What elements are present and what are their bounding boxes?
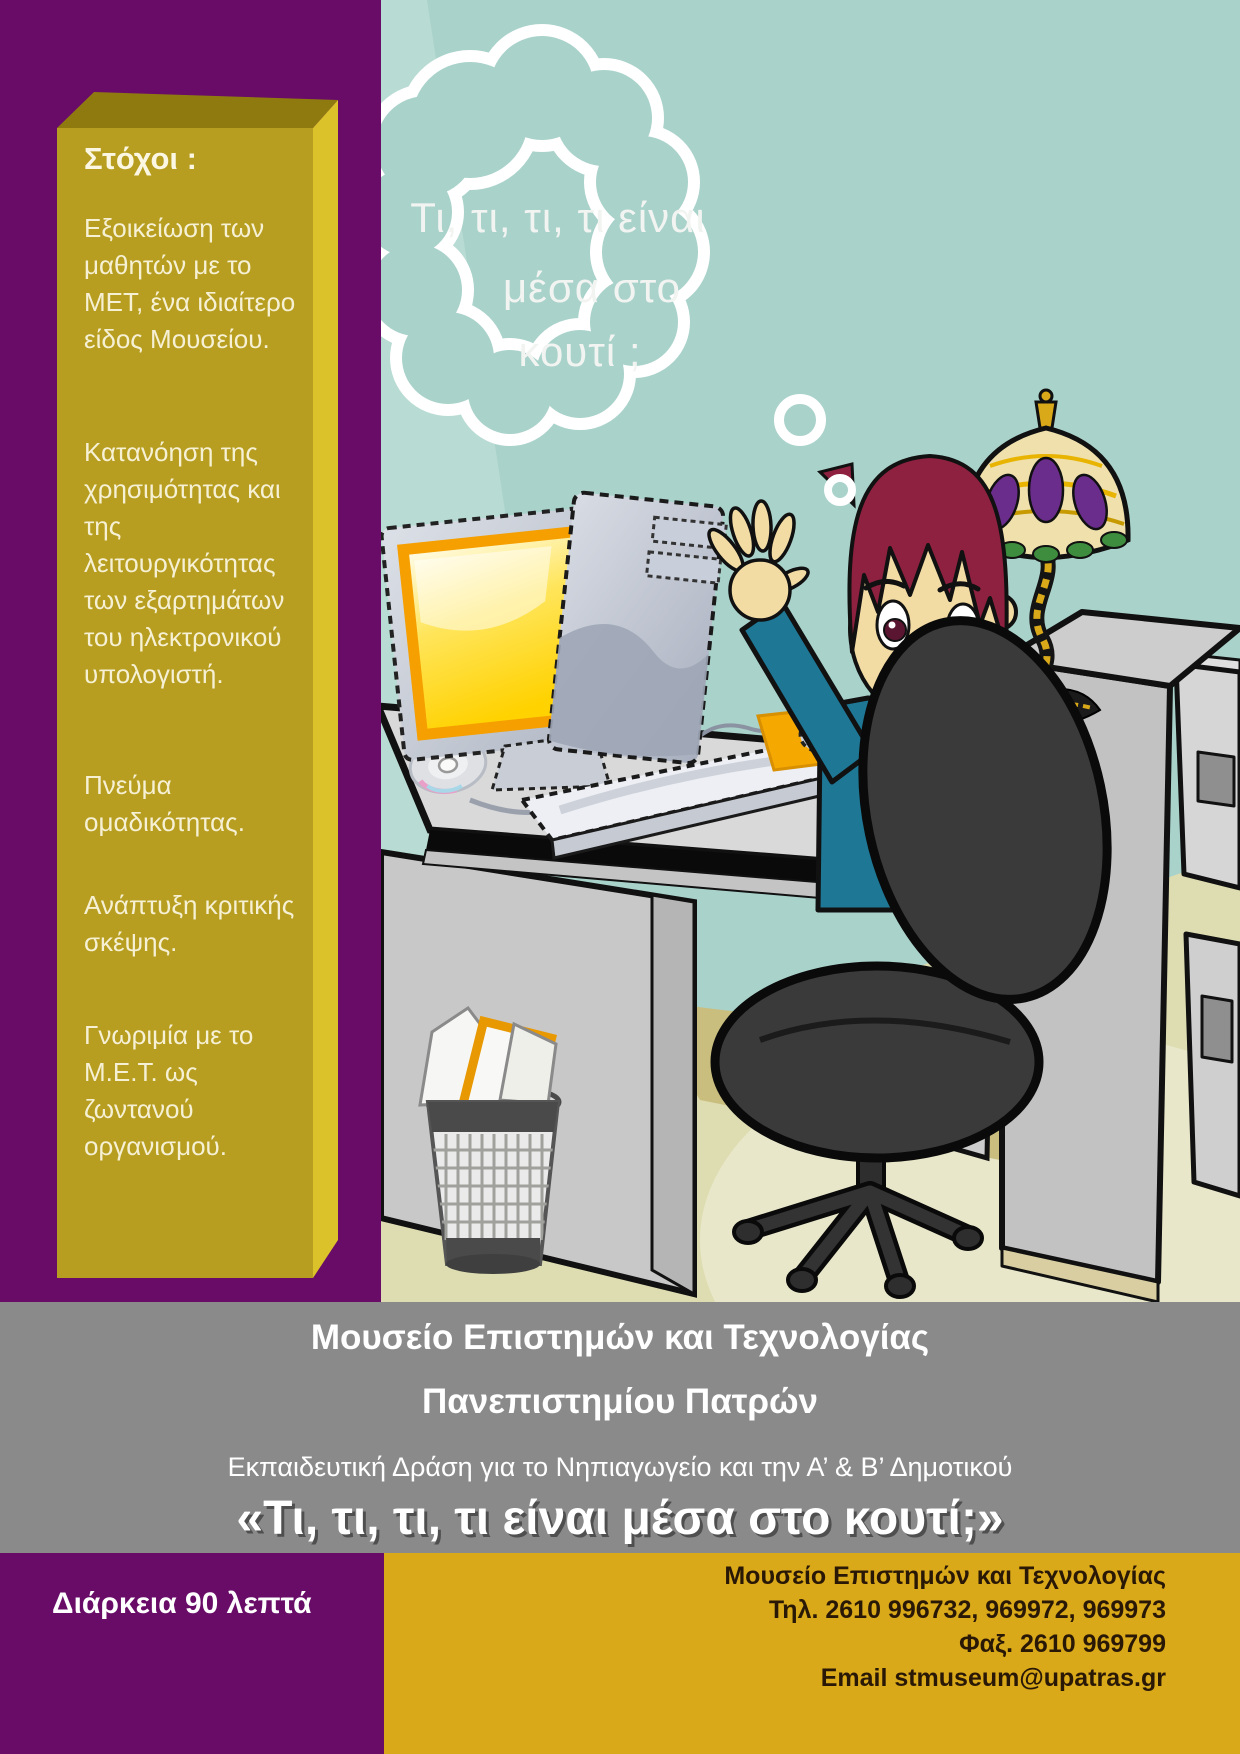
contact-email: Email stmuseum@upatras.gr: [820, 1664, 1166, 1692]
museum-title-line2: Πανεπιστημίου Πατρών: [421, 1382, 819, 1421]
svg-text:κουτί ;: κουτί ;: [518, 328, 642, 375]
objective-item: Κατανόηση της χρησιμότητας και της λειτουργικότητας των εξαρτημάτων του ηλεκτρονικού υπολογιστή.: [84, 437, 285, 689]
computer-tower: [548, 492, 728, 765]
objectives-panel: [84, 142, 302, 1165]
drawer-handle: [1202, 996, 1232, 1062]
program-headline: «Τι, τι, τι, τι είναι μέσα στο κουτί;»: [236, 1492, 1004, 1545]
objective-item: Πνεύμα ομαδικότητας.: [84, 770, 245, 837]
scene-illustration: [381, 0, 1240, 1302]
box-right-face: [313, 100, 338, 1278]
svg-text:μέσα στο: μέσα στο: [502, 264, 682, 311]
sidebar: [0, 0, 381, 1302]
contact-fax: Φαξ. 2610 969799: [959, 1630, 1166, 1658]
footer-duration-block: [0, 1553, 384, 1754]
objective-item: Εξοικείωση των μαθητών με το ΜΕΤ, ένα ιδιαίτερο είδος Μουσείου.: [84, 213, 296, 354]
bubble-trail-large: [779, 399, 821, 441]
bubble-trail-small: [828, 478, 852, 502]
title-banner: [0, 1302, 1240, 1553]
box-top-face: [57, 92, 338, 128]
objective-item: Ανάπτυξη κριτικής σκέψης.: [84, 890, 295, 957]
objectives-heading: Στόχοι :: [84, 141, 197, 176]
contact-name: Μουσείο Επιστημών και Τεχνολογίας: [724, 1562, 1166, 1590]
cabinet-drawer-bottom: [1186, 934, 1240, 1196]
svg-text:Τι, τι, τι, τι είναι: Τι, τι, τι, τι είναι: [410, 194, 706, 241]
drawer-handle: [1198, 752, 1234, 806]
duration-text: Διάρκεια 90 λεπτά: [52, 1587, 312, 1620]
museum-title-line1: Μουσείο Επιστημών και Τεχνολογίας: [310, 1318, 930, 1357]
objective-item: Γνωριμία με το Μ.Ε.Τ. ως ζωντανού οργανισμού.: [84, 1020, 254, 1161]
program-subtitle: Εκπαιδευτική Δράση για το Νηπιαγωγείο και την Α’ & Β’ Δημοτικού: [227, 1452, 1013, 1482]
contact-phone: Τηλ. 2610 996732, 969972, 969973: [768, 1596, 1166, 1624]
footer-contact-block: [384, 1553, 1240, 1754]
